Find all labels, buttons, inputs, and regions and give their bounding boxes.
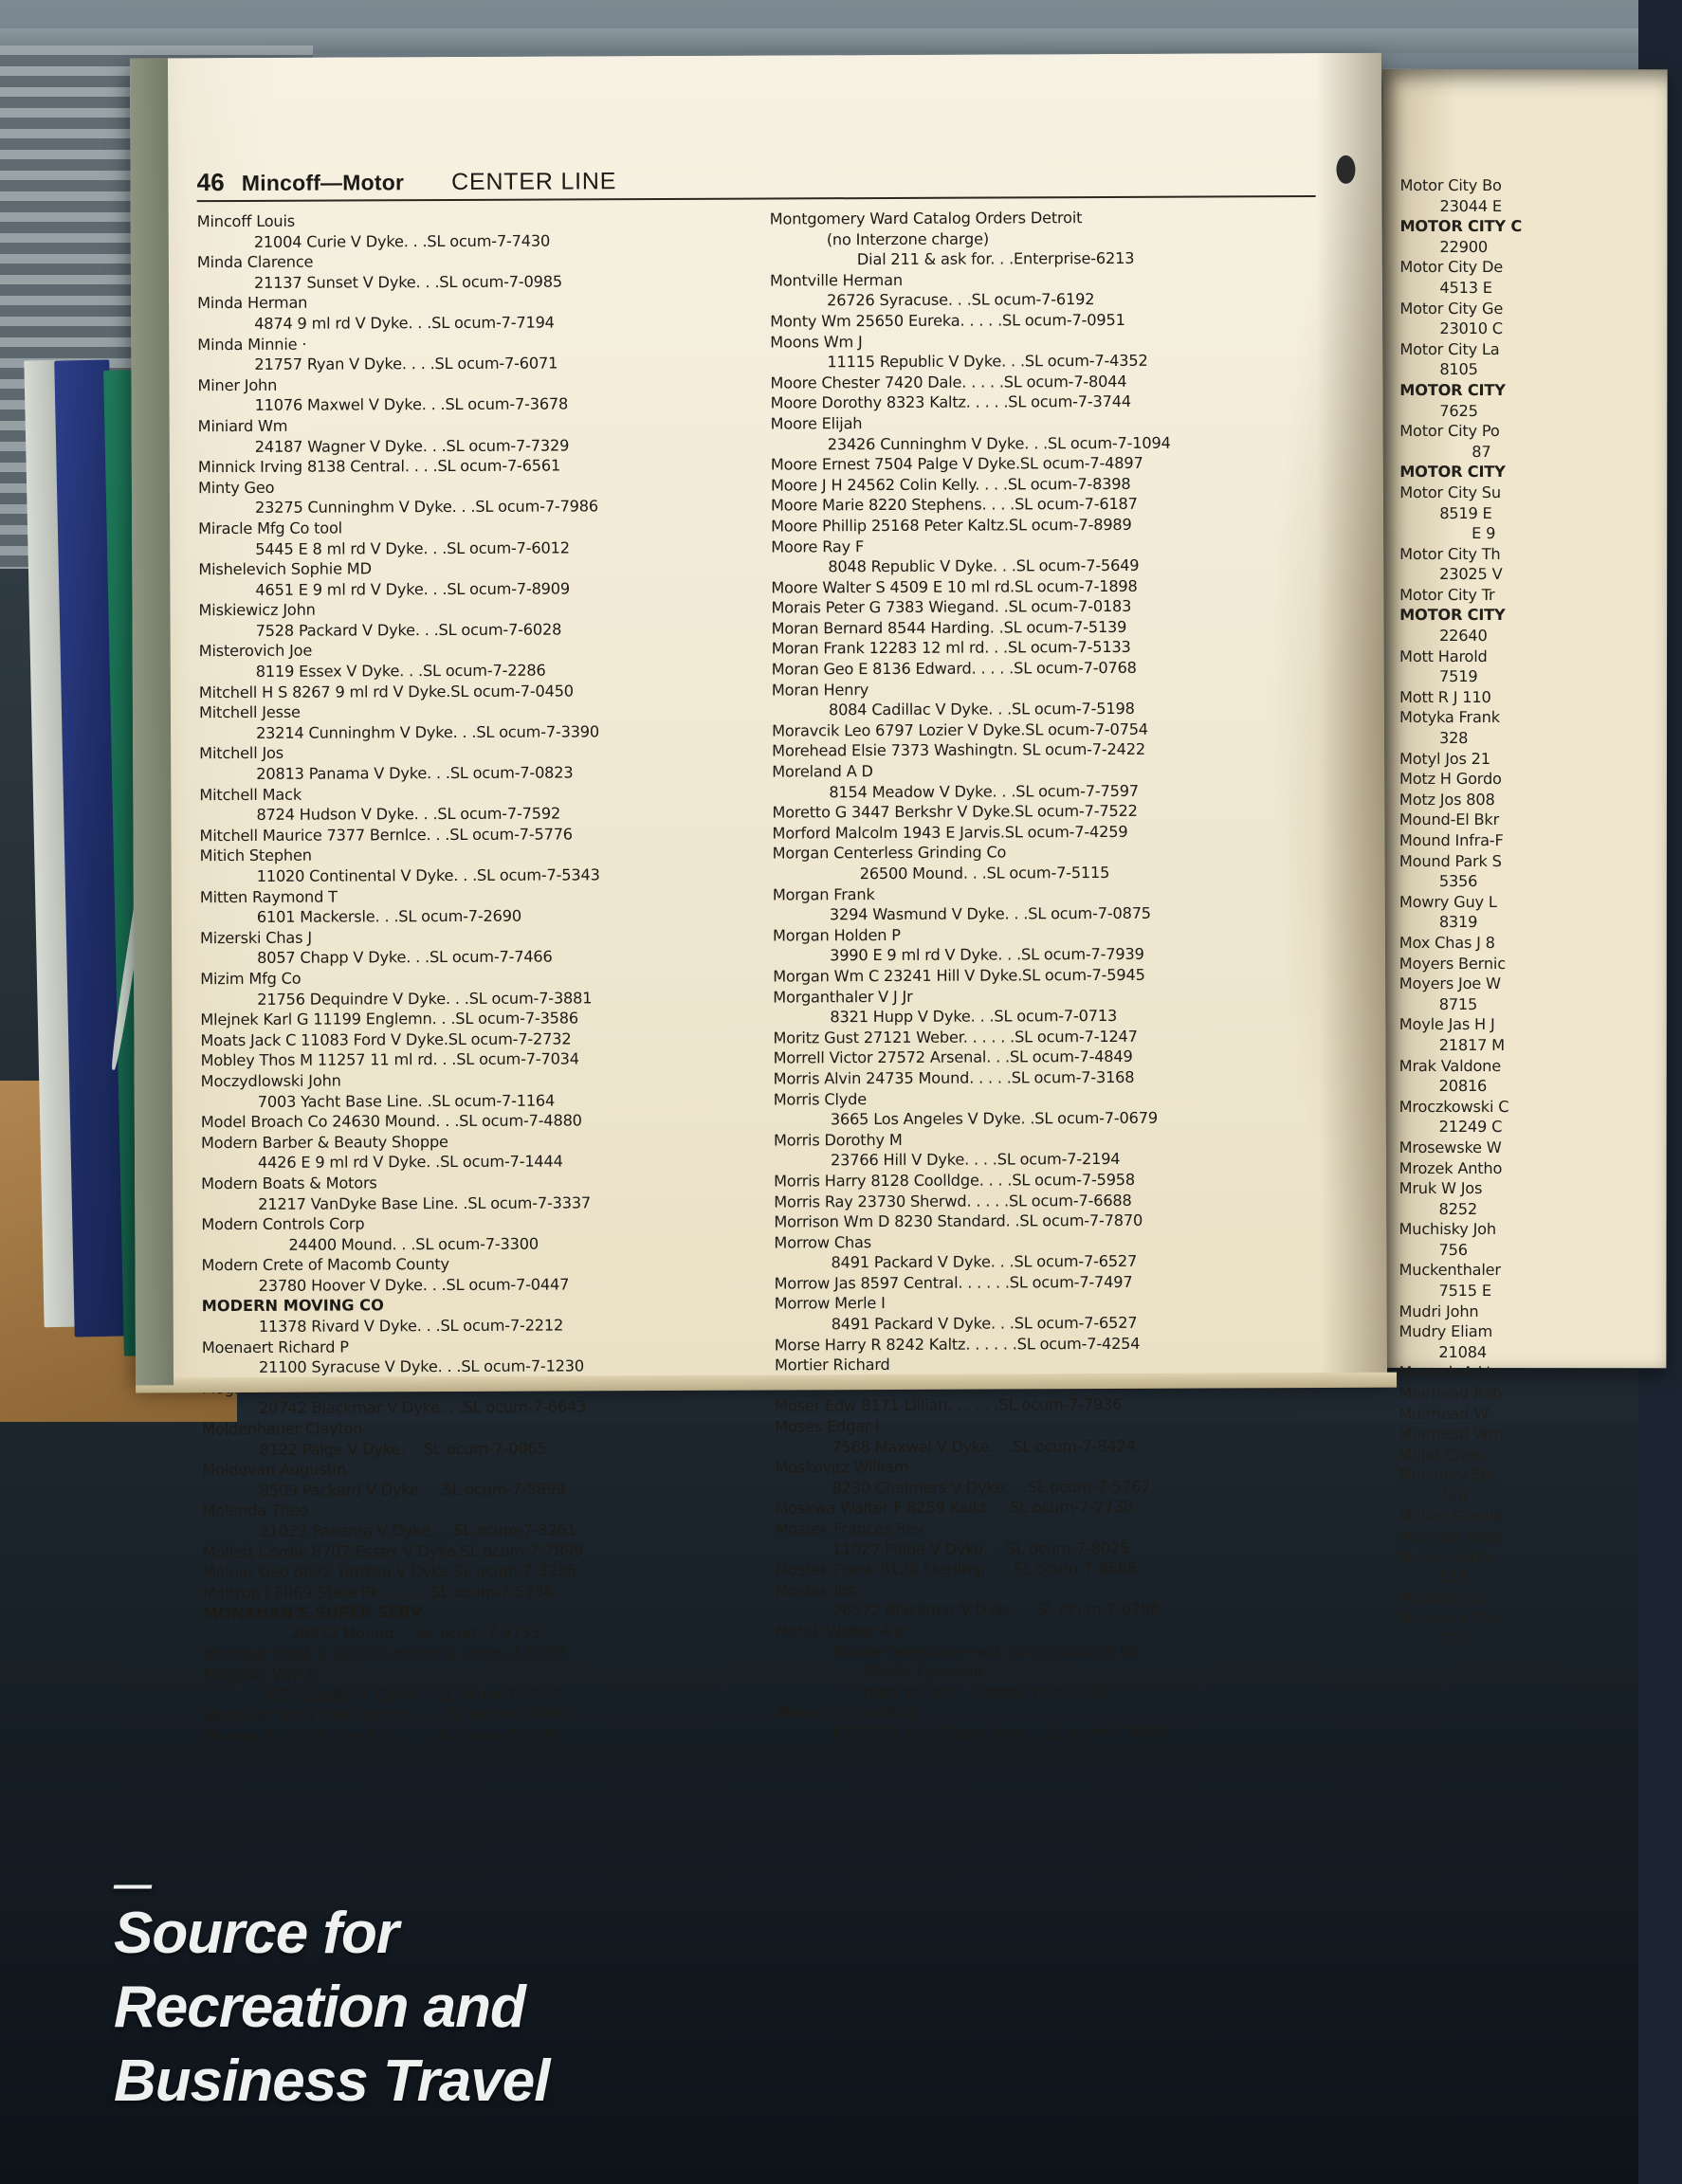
directory-entry-line: Monroe R J 7011 10 ml rd. . . . .SL ocum-7-5195 [203,1725,559,1746]
directory-entry-line: 23214 Cunninghm V Dyke. . .SL ocum-7-3390 [256,722,600,742]
next-page-entry-line: E 9 [1472,524,1496,543]
directory-entry-line: Miner John [197,375,278,394]
next-page-entry-line: Mrozek Antho [1399,1158,1503,1177]
directory-entry-line: Moran Henry [771,680,869,700]
directory-entry-line: Moore Marie 8220 Stephens. . . .SL ocum-7-6187 [770,495,1138,515]
listing-column-right [769,207,1321,1743]
directory-entry-line: 20813 Panama V Dyke. . .SL ocum-7-0823 [256,763,574,783]
guide-words: Mincoff—Motor [241,170,405,195]
next-page-entry-line: Muirhead Wm [1399,1425,1504,1444]
directory-entry-line: Morse Harry R 8242 Kaltz. . . . . .SL ocum-7-4254 [774,1334,1141,1355]
next-page-column [1399,175,1674,1649]
directory-entry-line: Moons Wm J [770,332,863,352]
directory-entry-line: Moore Ernest 7504 Palge V Dyke.SL ocum-7-4897 [770,453,1143,474]
directory-entry-line: MODERN MOVING CO [201,1296,384,1316]
directory-entry-line: Miskiewicz John [198,600,316,620]
directory-entry-line: 24187 Wagner V Dyke. . .SL ocum-7-7329 [254,435,570,456]
next-page-entry-line: Motor City Th [1399,544,1501,563]
directory-entry-line: 23275 Cunninghm V Dyke. . .SL ocum-7-7986 [254,497,598,518]
directory-entry-line: Moore Chester 7420 Dale. . . . .SL ocum-7-8044 [770,372,1127,392]
directory-entry-line: Morrow Merle I [774,1294,886,1313]
directory-entry-line: Modern Crete of Macomb County [201,1255,449,1275]
page-header [196,163,1315,197]
directory-entry-line: 8724 Hudson V Dyke. . .SL ocum-7-7592 [256,804,561,825]
directory-entry-line: Mitchell Jesse [198,702,301,722]
directory-entry-line: 7528 Packard V Dyke. . .SL ocum-7-6028 [255,620,562,640]
directory-entry-line: MONAHAN'S SUPER SERV [203,1603,423,1623]
next-page-entry-line: 23010 C [1439,319,1503,338]
listing-columns [196,207,1321,1746]
directory-entry-line: 8321 Hupp V Dyke. . .SL ocum-7-0713 [830,1007,1118,1027]
next-page-entry-line: Mullaney Ste [1399,1465,1496,1484]
directory-entry-line: Moran Frank 12283 12 ml rd. . .SL ocum-7-5133 [771,638,1131,658]
directory-entry-line: 7568 Maxwel V Dyke. . .SL ocum-7-8424 [832,1436,1136,1456]
directory-entry-line: Moretto G 3447 Berkshr V Dyke.SL ocum-7-7522 [772,802,1138,822]
directory-entry-line: Morris Dorothy M [773,1130,903,1150]
directory-entry-line: Montgomery Ward Catalog Orders Detroit [769,209,1083,228]
directory-entry-line: Morgan Frank [772,884,875,904]
directory-entry-line: Motor City Bar-B-Q [776,1703,917,1722]
next-page-entry-line: Motor City Tr [1399,585,1495,604]
next-page-entry-line: Motyka Frank [1399,708,1500,727]
directory-entry-line: Mostek Frank 8128 Sterling. . . .SL ocum-7-8685 [775,1559,1137,1579]
directory-entry-line: Mizerski Chas J [199,928,312,947]
directory-entry-line: 23426 Cunninghm V Dyke. . .SL ocum-7-1094 [827,433,1171,453]
next-page-entry-line: 5356 [1438,872,1478,891]
next-page-entry-line: Motor City Bo [1399,175,1502,195]
next-page-entry-line: 4513 E [1439,278,1492,297]
directory-entry-line: 6101 Mackersle. . .SL ocum-7-2690 [256,906,521,927]
directory-entry-line: 11115 Republic V Dyke. . .SL ocum-7-4352 [827,351,1148,372]
directory-entry-line: Monoyian Jos 11506 Beech. . . . .SL ocum-7-8563 [203,1704,572,1725]
directory-entry-line: Modern Barber & Beauty Shoppe [200,1132,448,1152]
directory-entry-line: 26726 Syracuse. . .SL ocum-7-6192 [827,290,1095,310]
directory-entry-line: Morgan Wm C 23241 Hill V Dyke.SL ocum-7-5945 [773,965,1145,986]
next-page-entry-line: Motz Jos 808 [1399,790,1495,809]
directory-entry-line: 8119 Essex V Dyke. . .SL ocum-7-2286 [255,661,546,681]
directory-entry-line: Mitchell H S 8267 9 ml rd V Dyke.SL ocum-7-0450 [198,682,574,701]
directory-entry-line: 26572 Blackmar V Dyke. . .SL ocum-7-6786 [832,1600,1161,1620]
directory-entry-line: 24400 Mound. . .SL ocum-7-3300 [288,1234,539,1254]
directory-entry-line: 5445 E 8 ml rd V Dyke. . .SL ocum-7-6012 [255,537,570,558]
directory-entry-line: Motak Walter A Jr [776,1621,905,1641]
directory-entry-line: 8154 Meadow V Dyke. . .SL ocum-7-7597 [829,781,1139,801]
next-page-entry-line: MOTOR CITY [1399,463,1506,482]
next-page-entry-line: Mullen Gerald [1399,1506,1504,1525]
directory-entry-line: 21004 Curie V Dyke. . .SL ocum-7-7430 [253,231,551,251]
directory-entry-line: 8491 Packard V Dyke. . .SL ocum-7-6527 [831,1313,1138,1334]
next-page-entry-line: 328 [1438,729,1469,748]
next-page-entry-line: Mundrick Cha [1399,1609,1502,1628]
directory-entry-line: 8230 Chalmers V Dyke. . .SL ocum-7-5767 [832,1477,1151,1498]
directory-entry-line: Moran Bernard 8544 Harding. .SL ocum-7-5139 [771,617,1127,638]
directory-entry-line: Moore Dorothy 8323 Kaltz. . . . .SL ocum-7-3744 [770,392,1131,412]
next-page-entry-line: Mundell Jos [1399,1588,1484,1607]
directory-entry-line: Moran Geo E 8136 Edward. . . . .SL ocum-7-0768 [771,658,1137,679]
directory-entry-line: 8057 Chapp V Dyke. . .SL ocum-7-7466 [257,947,553,968]
directory-entry-line: 6713 E 8 ml rd Base Line. . .SL ocum-7-9666 [832,1722,1167,1743]
directory-entry-line: 21137 Sunset V Dyke. . .SL ocum-7-0985 [253,272,562,292]
next-page-entry-line: 7515 E [1438,1282,1491,1301]
next-page-entry-line: Mujat Chas [1399,1445,1483,1464]
next-page-entry-line: Muchisky Joh [1399,1220,1496,1239]
directory-entry-line: 3990 E 9 ml rd V Dyke. . .SL ocum-7-7939 [830,945,1144,965]
next-page-entry-line: 756 [1438,1240,1468,1259]
directory-entry-line: Minda Clarence [196,252,314,272]
poster-dash: — [114,1864,151,1905]
page-number: 46 [196,168,225,197]
next-page-entry-line: Mowry Guy L [1399,892,1497,911]
directory-entry-line: 8084 Cadillac V Dyke. . .SL ocum-7-5198 [828,700,1135,719]
directory-entry-line: Mitchell Maurice 7377 Bernlce. . .SL ocum-7-5776 [199,825,573,845]
directory-entry-line: Dial 211 & ask for. . .Enterprise-6213 [856,249,1135,269]
directory-entry-line: Mostek Jos [775,1580,856,1600]
next-page-entry-line: Motor City Ge [1399,299,1504,318]
next-page-entry-line: Muirhead Rob [1399,1383,1503,1403]
gutter-shadow [1315,53,1387,1375]
next-page-entry-line: 8715 [1438,994,1478,1013]
directory-entry-line: Mishelevich Sophie MD [198,559,372,579]
directory-entry-line: 23766 Hill V Dyke. . . .SL ocum-7-2194 [830,1150,1121,1170]
next-page-entry-line: MOTOR CITY [1399,606,1506,625]
directory-entry-line: Mobile Operator [863,1662,985,1682]
next-page-entry-line: Muirhead W [1399,1404,1490,1423]
directory-entry-line: 3294 Wasmund V Dyke. . .SL ocum-7-0875 [829,903,1151,924]
directory-entry-line: 21757 Ryan V Dyke. . . .SL ocum-7-6071 [254,354,558,374]
directory-entry-line: Mostek Frances Rev [775,1519,924,1538]
next-page-entry-line: 828 [1438,1568,1468,1587]
directory-page [130,53,1387,1746]
directory-entry-line: Mlejnek Karl G 11199 Englemn. . .SL ocum-7-3586 [200,1009,578,1029]
next-page-entry-line: 8252 [1438,1199,1477,1218]
directory-entry-line: Moore Elijah [770,414,863,433]
directory-entry-line: Mobile Telephone—ask Long Distance for [832,1641,1141,1661]
directory-entry-line: Minnick Irving 8138 Central. . . .SL ocum-7-6561 [197,456,561,477]
directory-entry-line: 3665 Los Angeles V Dyke. .SL ocum-7-0679 [830,1108,1158,1129]
directory-entry-line: Mizim Mfg Co [200,969,302,989]
directory-entry-line: Moskovitz William [775,1458,909,1477]
directory-entry-line: Model Broach Co 24630 Mound. . .SL ocum-7-4880 [200,1111,582,1132]
directory-entry-line: Morford Malcolm 1943 E Jarvis.SL ocum-7-4259 [772,822,1128,843]
directory-entry-line: 11076 Maxwel V Dyke. . .SL ocum-7-3678 [254,394,569,415]
directory-entry-line: 8509 Packard V Dyke. . .SL ocum-7-5899 [259,1480,566,1500]
directory-entry-line: Morgan Centerless Grinding Co [772,843,1007,863]
directory-entry-line: Morehead Elsie 7373 Washingtn. SL ocum-7-2422 [772,740,1145,760]
directory-entry-line: 8491 Packard V Dyke. . .SL ocum-7-6527 [831,1252,1138,1272]
directory-entry-line: Molenda Theo [202,1502,309,1520]
next-page-entry-line: 21817 M [1438,1035,1505,1054]
next-page [1381,69,1667,1648]
directory-entry-line: 4651 E 9 ml rd V Dyke. . .SL ocum-7-8909 [255,579,571,599]
next-page-entry-line: MOTOR CITY C [1399,217,1523,236]
directory-entry-line: 3675 Capltol V Dyke. . .SL ocum-7-2724 [260,1684,560,1704]
directory-entry-line: Moravcik Leo 6797 Lozier V Dyke.SL ocum-7-0754 [772,719,1148,740]
poster-line-2: Recreation and [114,1975,525,2040]
directory-entry-line: 26500 Mound. . .SL ocum-7-5115 [859,863,1110,883]
next-page-entry-line: 87 [1472,442,1491,461]
next-page-entry-line: Motyl Jos 21 [1399,749,1490,768]
next-page-entry-line: 20816 [1438,1077,1488,1096]
next-page-entry-line: 8519 E [1439,503,1492,522]
directory-entry-line: Moore J H 24562 Colin Kelly. . . .SL ocum-7-8398 [770,474,1131,495]
directory-entry-line: Mitchell Mack [199,785,302,804]
directory-entry-line: Misterovich Joe [198,642,313,661]
next-page-entry-line: 22900 [1439,237,1488,256]
directory-entry-line: Mitchell Jos [199,744,283,763]
next-page-entry-line: Mumy Harry [1399,1547,1491,1566]
poster-line-1: Source for [114,1901,399,1966]
directory-entry-line: Morganthaler V J Jr [773,987,913,1007]
directory-entry-line: 11378 Rivard V Dyke. . .SL ocum-7-2212 [258,1316,564,1336]
directory-entry-line: Morrow Jas 8597 Central. . . . . .SL ocum-7-7497 [774,1272,1133,1293]
directory-entry-line: Mortier Richard [774,1356,890,1374]
directory-entry-line: Morrow Chas [774,1232,871,1252]
directory-entry-line: Mincoff Louis [196,211,296,231]
next-page-entry-line: Mox Chas J 8 [1399,933,1495,953]
directory-entry-line: 20742 Blackmar V Dyke. . .SL ocum-7-6643 [259,1397,587,1418]
next-page-entry-line: Motor City Su [1399,482,1501,501]
poster-text [114,1864,834,2175]
directory-entry-line: Morris Clyde [773,1089,867,1109]
directory-entry-line: Moser Edw 8171 Lillian. . . . . .SL ocum-7-7936 [775,1395,1123,1415]
next-page-entry-line: Mound-El Bkr [1399,810,1500,829]
directory-entry-line: Moreland A D [772,762,873,781]
listing-column-left [196,209,748,1746]
next-page-entry-line: Moyle Jas H J [1399,1015,1495,1034]
directory-entry-line: Moltrup J 8069 State Pk. . . . . .SL ocum-7-5756 [202,1582,554,1602]
directory-entry-line: Morris Alvin 24735 Mound. . . . .SL ocum-7-3168 [773,1067,1135,1088]
directory-entry-line: 21217 VanDyke Base Line. .SL ocum-7-3337 [258,1192,592,1213]
directory-entry-line: Morais Peter G 7383 Wiegand. .SL ocum-7-0183 [771,597,1132,617]
directory-entry-line: 26872 Mound. . .SL ocum-7-9735 [290,1623,540,1643]
next-page-entry-line: Mudry Eliam [1399,1322,1493,1341]
directory-entry-line: 21100 Syracuse V Dyke. . .SL ocum-7-1230 [258,1356,584,1377]
directory-entry-line: Moldovan Augustin [202,1460,346,1480]
directory-entry-line: Moenaert Richard P [201,1338,349,1356]
directory-entry-line: 7003 Yacht Base Line. .SL ocum-7-1164 [257,1091,556,1111]
directory-entry-line: (no Interzone charge) [826,229,990,248]
next-page-entry-line: Muench A Lt [1399,1363,1492,1382]
next-page-entry-line: Mott Harold [1399,646,1488,665]
directory-entry-line: 8048 Republic V Dyke. . .SL ocum-7-5649 [828,555,1140,576]
directory-entry-line: 4426 E 9 ml rd V Dyke. .SL ocum-7-1444 [257,1152,563,1173]
next-page-entry-line: 8105 [1439,360,1478,379]
next-page-entry-line: Moyers Bernic [1399,954,1506,973]
next-page-entry-line: 21084 [1438,1342,1487,1361]
next-page-entry-line: Muckenthaler [1399,1261,1501,1280]
directory-entry-line: Mongold Wm C [203,1665,318,1684]
directory-entry-line: Molnar Geo 8692 Timken V Dyke.SL ocum-7-3236 [202,1561,576,1582]
directory-entry-line: Miniard Wm [197,416,288,436]
directory-entry-line: Moats Jack C 11083 Ford V Dyke.SL ocum-7-2732 [200,1029,572,1049]
directory-entry-line: Moskwa Walter F 8259 Kaltz. . .SL ocum-7-2738 [775,1498,1133,1518]
next-page-entry-line: Motor City De [1399,258,1504,277]
next-page-entry-line: Motz H Gordo [1399,770,1502,789]
directory-entry-line: Minty Geo [197,478,275,497]
next-page-entry-line: Mound Infra-F [1399,830,1504,850]
directory-entry-line: 23780 Hoover V Dyke. . .SL ocum-7-0447 [258,1275,570,1295]
next-page-entry-line: Moyers Joe W [1399,974,1501,993]
next-page-entry-line: Mruk W Jos [1399,1179,1483,1198]
next-page-entry-line: Mrak Valdone [1399,1056,1501,1075]
directory-entry-line: Morris Ray 23730 Sherwd. . . . .SL ocum-7-6688 [774,1191,1132,1211]
directory-entry-line: Monty Wm 25650 Eureka. . . . .SL ocum-7-0951 [770,310,1125,331]
directory-entry-line: 11020 Continental V Dyke. . .SL ocum-7-5343 [256,865,600,885]
directory-entry-line: 8122 Palge V Dyke. . .SL ocum-7-0065 [259,1439,547,1459]
directory-entry-line: Mitten Raymond T [199,887,338,906]
directory-entry-line: 4874 9 ml rd V Dyke. . .SL ocum-7-7194 [254,313,555,333]
next-page-entry-line: 7519 [1439,667,1478,686]
directory-entry-line: Miracle Mfg Co tool [198,519,343,538]
poster-line-3: Business Travel [114,2048,550,2114]
directory-entry-line: Morrell Victor 27572 Arsenal. . .SL ocum-7-4849 [773,1047,1133,1067]
next-page-entry-line: Mott R J 110 [1399,687,1491,706]
next-page-entry-line: 21249 C [1438,1118,1503,1137]
directory-entry-line: Montville Herman [769,270,903,290]
directory-entry-line: Moses Edgar I [775,1417,880,1436]
directory-entry-line: 21022 Panama V Dyke. . .SL ocum-7-3261 [259,1520,576,1540]
next-page-entry-line: Mulonas Hele [1399,1527,1500,1546]
city-name: CENTER LINE [451,168,617,195]
directory-entry-line: Mitich Stephen [199,846,312,865]
directory-entry-line: Moore Walter S 4509 E 10 ml rd.SL ocum-7-1898 [771,576,1138,597]
next-page-entry-line: Mroczkowski C [1399,1097,1509,1116]
next-page-entry-line: Mudri John [1399,1301,1479,1320]
directory-entry-line: Minda Herman [197,294,308,313]
next-page-entry-line: 7625 [1439,401,1478,420]
binding-hole [1336,155,1355,184]
next-page-entry-line: Motor City Po [1399,422,1500,441]
next-page-entry-line: 23025 V [1439,565,1503,584]
cover-strip-left [130,58,174,1385]
directory-entry-line: Moncher Frank L 8203 Superlor.SL ocum-7-5389 [203,1644,565,1664]
directory-entry-line: Morrison Wm D 8230 Standard. .SL ocum-7-7870 [774,1210,1143,1231]
next-page-entry-line: 756 [1438,1485,1468,1505]
directory-entry-line: Modern Controls Corp [201,1214,365,1234]
next-page-entry-line: 22640 [1439,627,1488,646]
directory-entry-line: Modern Boats & Motors [201,1174,377,1193]
next-page-entry-line: 8319 [1438,913,1478,932]
open-phone-book [130,52,1641,1746]
directory-entry-line: Moldenhauer Clayton [202,1419,363,1439]
directory-entry-line: 11027 Palge V Dyke. . .SL ocum-7-8025 [832,1538,1130,1558]
directory-entry-line: Moore Ray F [771,537,865,556]
directory-entry-line: 21756 Dequindre V Dyke. . .SL ocum-7-3881 [257,988,593,1009]
next-page-entry-line: Mound Park S [1399,851,1502,870]
directory-entry-line: Mobley Thos M 11257 11 ml rd. . .SL ocum-7-7034 [200,1049,579,1070]
directory-entry-line: Mollett Cordie 8707 Essex V Dyke.SL ocum-7-7899 [202,1540,584,1561]
next-page-entry-line: MOTOR CITY [1399,380,1506,399]
directory-entry-line: Moore Phillip 25168 Peter Kaltz.SL ocum-7-8989 [771,515,1132,536]
directory-entry-line: Moritz Gust 27121 Weber. . . . . .SL ocum-7-1247 [773,1027,1138,1047]
directory-entry-line: Morris Harry 8128 Coolldge. . . .SL ocum-7-5958 [774,1170,1136,1191]
directory-entry-line: then ask for. . .Detroit WJ-6-2762 [863,1682,1109,1702]
next-page-entry-line: Mrosewske W [1399,1138,1502,1156]
next-page-entry-line: Motor City La [1399,339,1500,358]
directory-entry-line: Moczydlowski John [200,1071,341,1091]
next-page-entry-line: 705 [1438,1629,1468,1648]
next-page-entry-line: 23044 E [1439,196,1502,215]
directory-entry-line: Minda Minnie · [197,335,307,354]
directory-entry-line: Morgan Holden P [772,925,901,945]
